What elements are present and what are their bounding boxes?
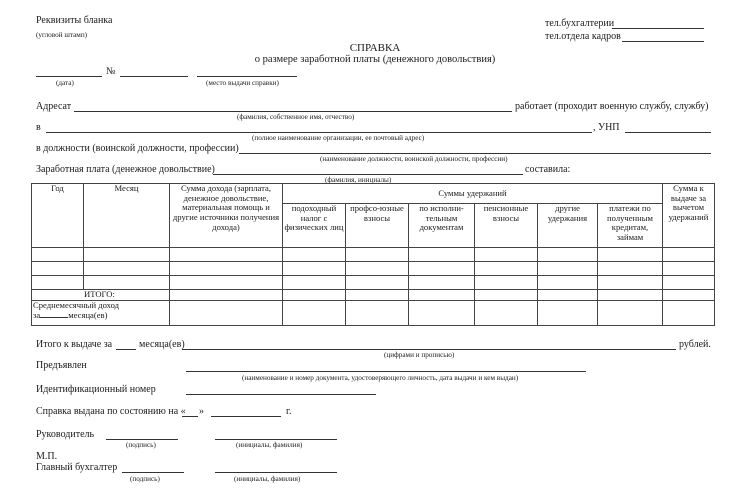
table-cell[interactable]: [538, 276, 598, 290]
average-row: [32, 301, 715, 326]
table-cell[interactable]: [170, 290, 283, 301]
table-cell[interactable]: [283, 301, 346, 326]
header-payout: Сумма к выдаче за вычетом удержаний: [663, 184, 715, 248]
total-row: [32, 290, 715, 301]
issued-quote-close: »: [199, 406, 204, 417]
document-subtitle: о размере заработной платы (денежного довольствия): [254, 54, 496, 65]
subheader-writs: по исполни-тельным документам: [409, 204, 475, 248]
table-cell[interactable]: [409, 276, 475, 290]
table-cell[interactable]: [538, 290, 598, 301]
table-cell[interactable]: [32, 262, 84, 276]
table-cell[interactable]: [475, 301, 538, 326]
hr-phone-label: тел.отдела кадров: [545, 31, 621, 42]
presented-hint: (наименование и номер документа, удостоверяющего личность, дата выдачи и кем выдан): [242, 374, 519, 382]
head-initials-hint: (инициалы, фамилия): [236, 441, 303, 449]
payout-label: Итого к выдаче за: [36, 339, 113, 350]
table-row: [32, 276, 715, 290]
addressee-field[interactable]: [74, 111, 512, 112]
unp-field[interactable]: [625, 132, 711, 133]
head-initials-field[interactable]: [215, 439, 337, 440]
org-prefix: в: [36, 122, 41, 133]
accountant-label: Главный бухгалтер: [36, 462, 118, 473]
table-cell[interactable]: [84, 248, 170, 262]
table-cell[interactable]: [475, 262, 538, 276]
addressee-works-text: работает (проходит военную службу, службу): [515, 101, 709, 112]
payout-months-label: месяца(ев): [139, 339, 185, 350]
issued-month-field[interactable]: [211, 416, 281, 417]
stamp-label: М.П.: [36, 451, 58, 462]
issued-year-suffix: г.: [286, 406, 292, 417]
date-field[interactable]: [36, 76, 102, 77]
issued-label: Справка выдана по состоянию на «: [36, 406, 186, 417]
table-cell[interactable]: [409, 248, 475, 262]
table-cell[interactable]: [283, 262, 346, 276]
table-cell[interactable]: [598, 290, 663, 301]
accountant-signature-hint: (подпись): [130, 475, 160, 483]
table-cell[interactable]: [598, 262, 663, 276]
header-deductions: Суммы удержаний: [283, 184, 663, 204]
table-cell[interactable]: [346, 301, 409, 326]
id-number-field[interactable]: [186, 394, 376, 395]
table-cell[interactable]: [84, 262, 170, 276]
table-row: [32, 248, 715, 262]
number-sign: №: [106, 66, 116, 77]
average-for: за: [33, 309, 41, 320]
table-cell[interactable]: [475, 276, 538, 290]
table-cell[interactable]: [663, 276, 715, 290]
table-cell[interactable]: [409, 301, 475, 326]
payout-hint: (цифрами и прописью): [384, 351, 455, 359]
table-cell[interactable]: [538, 262, 598, 276]
salary-label: Заработная плата (денежное довольствие): [36, 164, 215, 175]
organization-hint: (полное наименование организации, ее почтовый адрес): [252, 134, 425, 142]
salary-suffix: составила:: [525, 164, 571, 175]
table-cell[interactable]: [409, 290, 475, 301]
payout-months-field[interactable]: [116, 349, 136, 350]
place-hint: (место выдачи справки): [206, 79, 279, 87]
subheader-pension: пенсионные взносы: [475, 204, 538, 248]
document-title: СПРАВКА: [349, 42, 401, 54]
table-cell[interactable]: [170, 276, 283, 290]
head-signature-hint: (подпись): [126, 441, 156, 449]
accountant-initials-field[interactable]: [215, 472, 337, 473]
accountant-signature-field[interactable]: [122, 472, 184, 473]
unp-label: , УНП: [593, 122, 620, 133]
table-cell[interactable]: [538, 301, 598, 326]
payout-currency: рублей.: [679, 339, 711, 350]
number-field[interactable]: [120, 76, 188, 77]
table-cell[interactable]: [170, 248, 283, 262]
issued-day-field[interactable]: [182, 416, 198, 417]
table-cell[interactable]: [84, 276, 170, 290]
salary-table: [31, 183, 715, 326]
table-cell[interactable]: [598, 301, 663, 326]
table-cell[interactable]: [346, 262, 409, 276]
subheader-other: другие удержания: [538, 204, 598, 248]
head-signature-field[interactable]: [106, 439, 178, 440]
salary-name-field[interactable]: [213, 174, 523, 175]
place-field[interactable]: [197, 76, 297, 77]
subheader-union-fees: профсо-юзные взносы: [346, 204, 409, 248]
table-cell[interactable]: [32, 248, 84, 262]
header-month: Месяц: [84, 184, 170, 248]
table-cell[interactable]: [598, 276, 663, 290]
form-requisites-label: Реквизиты бланка: [36, 15, 113, 26]
table-cell[interactable]: [663, 290, 715, 301]
table-cell[interactable]: [538, 248, 598, 262]
table-cell[interactable]: [409, 262, 475, 276]
table-row: [32, 262, 715, 276]
salary-hint: (фамилия, инициалы): [325, 176, 392, 184]
table-cell[interactable]: [346, 290, 409, 301]
presented-label: Предъявлен: [36, 360, 87, 371]
total-label: ИТОГО:: [32, 290, 170, 301]
position-field[interactable]: [239, 153, 711, 154]
table-cell[interactable]: [598, 248, 663, 262]
table-cell[interactable]: [32, 276, 84, 290]
header-year: Год: [32, 184, 84, 248]
presented-field[interactable]: [186, 371, 586, 372]
table-cell[interactable]: [283, 248, 346, 262]
head-label: Руководитель: [36, 429, 95, 440]
organization-field[interactable]: [46, 132, 592, 133]
position-label: в должности (воинской должности, профессии): [36, 143, 239, 154]
table-cell[interactable]: [283, 276, 346, 290]
table-cell[interactable]: [170, 301, 283, 326]
header-income: Сумма дохода (зарплата, денежное довольствие, материальная помощь и другие источники получения дохода): [170, 184, 283, 248]
table-cell[interactable]: [346, 248, 409, 262]
table-cell[interactable]: [475, 290, 538, 301]
id-number-label: Идентификационный номер: [36, 384, 156, 395]
table-cell[interactable]: [475, 248, 538, 262]
addressee-hint: (фамилия, собственное имя, отчество): [237, 113, 355, 121]
table-cell[interactable]: [283, 290, 346, 301]
addressee-label: Адресат: [36, 101, 72, 112]
average-label: Среднемесячный доход: [33, 300, 120, 310]
subheader-income-tax: подоходный налог с физических лиц: [283, 204, 346, 248]
table-cell[interactable]: [346, 276, 409, 290]
accounting-phone-label: тел.бухгалтерии: [545, 18, 615, 29]
table-cell[interactable]: [663, 301, 715, 326]
average-months: месяца(ев): [68, 309, 108, 320]
average-income-cell: [32, 301, 170, 326]
position-hint: (наименование должности, воинской должности, профессии): [320, 155, 508, 163]
subheader-loans: платежи по полученным кредитам, займам: [598, 204, 663, 248]
accountant-initials-hint: (инициалы, фамилия): [234, 475, 301, 483]
payout-amount-field[interactable]: [182, 349, 676, 350]
accounting-phone-field[interactable]: [612, 28, 704, 29]
table-cell[interactable]: [663, 262, 715, 276]
corner-stamp-hint: (угловой штамп): [36, 31, 88, 39]
date-hint: (дата): [56, 79, 74, 87]
table-cell[interactable]: [170, 262, 283, 276]
table-cell[interactable]: [663, 248, 715, 262]
